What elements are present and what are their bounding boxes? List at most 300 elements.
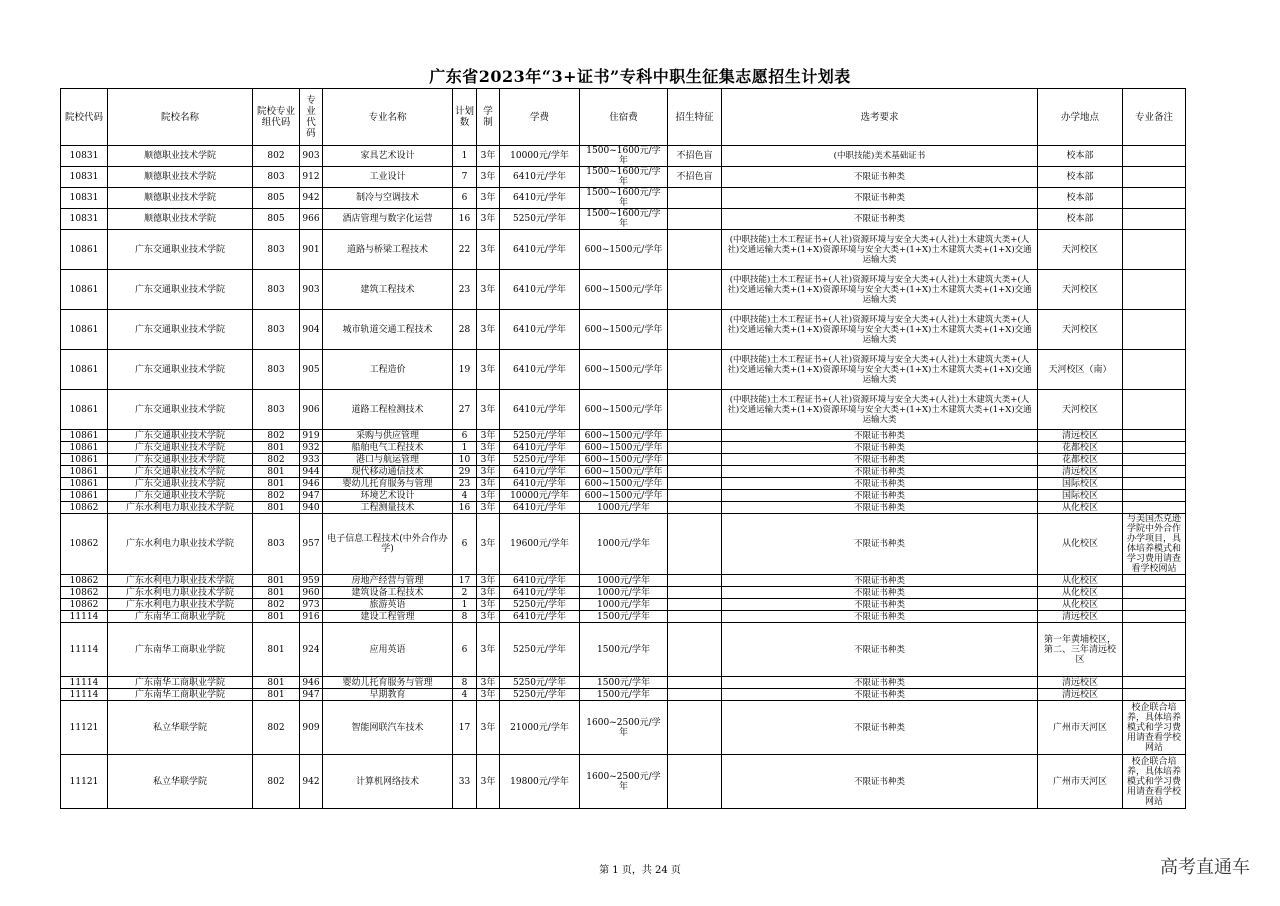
cell-major-name: 城市轨道交通工程技术: [323, 310, 453, 350]
cell-school-code: 10862: [61, 575, 108, 587]
cell-school-name: 广东水利电力职业技术学院: [108, 587, 253, 599]
cell-plan-count: 4: [453, 490, 477, 502]
cell-major-code: 960: [300, 587, 323, 599]
cell-accommodation-fee: 600~1500元/学年: [580, 430, 668, 442]
cell-group-code: 802: [253, 430, 300, 442]
column-header-major-code: 专业代码: [300, 89, 323, 146]
cell-tuition: 6410元/学年: [500, 502, 580, 514]
cell-major-name: 婴幼儿托育服务与管理: [323, 677, 453, 689]
table-row: [61, 575, 1186, 587]
cell-major-note: [1123, 270, 1186, 310]
cell-plan-count: 6: [453, 623, 477, 677]
cell-school-code: 10831: [61, 167, 108, 188]
cell-exam-requirement: (中职技能)土木工程证书+(人社)资源环境与安全大类+(人社)土木建筑大类+(人社)交通运输大类+(1+X)资源环境与安全大类+(1+X)土木建筑大类+(1+X)交通运输大类: [722, 270, 1038, 310]
cell-school-name: 广东交通职业技术学院: [108, 478, 253, 490]
table-row: [61, 167, 1186, 188]
cell-campus: 清远校区: [1038, 466, 1123, 478]
cell-group-code: 803: [253, 310, 300, 350]
cell-school-code: 10831: [61, 209, 108, 230]
cell-group-code: 801: [253, 623, 300, 677]
cell-major-code: 942: [300, 755, 323, 809]
cell-enrollment-feature: [668, 623, 722, 677]
cell-tuition: 5250元/学年: [500, 454, 580, 466]
cell-accommodation-fee: 1000元/学年: [580, 587, 668, 599]
cell-exam-requirement: 不限证书种类: [722, 755, 1038, 809]
cell-group-code: 803: [253, 390, 300, 430]
cell-tuition: 6410元/学年: [500, 230, 580, 270]
cell-school-code: 10861: [61, 230, 108, 270]
column-header-duration: 学制: [477, 89, 500, 146]
cell-campus: 第一年黄埔校区，第二、三年清远校区: [1038, 623, 1123, 677]
cell-tuition: 19800元/学年: [500, 755, 580, 809]
cell-school-code: 10861: [61, 350, 108, 390]
cell-duration: 3年: [477, 442, 500, 454]
table-row: [61, 755, 1186, 809]
cell-tuition: 6410元/学年: [500, 611, 580, 623]
cell-exam-requirement: 不限证书种类: [722, 677, 1038, 689]
cell-enrollment-feature: 不招色盲: [668, 146, 722, 167]
cell-enrollment-feature: [668, 677, 722, 689]
column-header-campus: 办学地点: [1038, 89, 1123, 146]
cell-major-note: 校企联合培养，具体培养模式和学习费用请查看学校网站: [1123, 701, 1186, 755]
cell-school-name: 顺德职业技术学院: [108, 167, 253, 188]
cell-campus: 广州市天河区: [1038, 755, 1123, 809]
cell-school-code: 10861: [61, 430, 108, 442]
cell-tuition: 5250元/学年: [500, 623, 580, 677]
cell-major-note: [1123, 188, 1186, 209]
cell-enrollment-feature: [668, 188, 722, 209]
cell-school-code: 10862: [61, 502, 108, 514]
cell-exam-requirement: 不限证书种类: [722, 167, 1038, 188]
column-header-exam-requirement: 选考要求: [722, 89, 1038, 146]
cell-major-name: 环境艺术设计: [323, 490, 453, 502]
cell-major-name: 工程造价: [323, 350, 453, 390]
cell-accommodation-fee: 1500~1600元/学年: [580, 146, 668, 167]
cell-enrollment-feature: [668, 390, 722, 430]
cell-tuition: 6410元/学年: [500, 587, 580, 599]
cell-major-name: 道路与桥梁工程技术: [323, 230, 453, 270]
cell-duration: 3年: [477, 677, 500, 689]
cell-major-name: 建设工程管理: [323, 611, 453, 623]
cell-school-code: 11121: [61, 701, 108, 755]
cell-tuition: 5250元/学年: [500, 599, 580, 611]
admission-plan-table: [60, 88, 1186, 809]
table-row: [61, 599, 1186, 611]
table-row: [61, 587, 1186, 599]
cell-major-code: 947: [300, 490, 323, 502]
table-row: [61, 490, 1186, 502]
cell-tuition: 6410元/学年: [500, 466, 580, 478]
cell-exam-requirement: (中职技能)土木工程证书+(人社)资源环境与安全大类+(人社)土木建筑大类+(人社)交通运输大类+(1+X)资源环境与安全大类+(1+X)土木建筑大类+(1+X)交通运输大类: [722, 350, 1038, 390]
cell-school-code: 10861: [61, 478, 108, 490]
cell-major-note: [1123, 390, 1186, 430]
cell-plan-count: 1: [453, 146, 477, 167]
cell-school-name: 私立华联学院: [108, 755, 253, 809]
cell-school-name: 广东交通职业技术学院: [108, 442, 253, 454]
cell-school-code: 10861: [61, 454, 108, 466]
cell-major-code: 903: [300, 146, 323, 167]
cell-duration: 3年: [477, 209, 500, 230]
cell-major-note: [1123, 209, 1186, 230]
cell-enrollment-feature: [668, 442, 722, 454]
cell-major-name: 制冷与空调技术: [323, 188, 453, 209]
cell-group-code: 801: [253, 466, 300, 478]
cell-major-note: [1123, 430, 1186, 442]
cell-campus: 清远校区: [1038, 677, 1123, 689]
cell-major-note: [1123, 575, 1186, 587]
cell-exam-requirement: 不限证书种类: [722, 587, 1038, 599]
cell-school-code: 10831: [61, 146, 108, 167]
cell-major-code: 905: [300, 350, 323, 390]
cell-plan-count: 4: [453, 689, 477, 701]
cell-exam-requirement: 不限证书种类: [722, 478, 1038, 490]
cell-major-code: 916: [300, 611, 323, 623]
cell-campus: 清远校区: [1038, 611, 1123, 623]
cell-major-name: 旅游英语: [323, 599, 453, 611]
cell-major-name: 建筑设备工程技术: [323, 587, 453, 599]
cell-major-note: [1123, 502, 1186, 514]
cell-accommodation-fee: 1500元/学年: [580, 677, 668, 689]
cell-major-note: [1123, 442, 1186, 454]
cell-exam-requirement: 不限证书种类: [722, 611, 1038, 623]
cell-plan-count: 8: [453, 677, 477, 689]
cell-school-name: 广东交通职业技术学院: [108, 454, 253, 466]
cell-accommodation-fee: 1000元/学年: [580, 514, 668, 575]
table-row: [61, 146, 1186, 167]
cell-tuition: 10000元/学年: [500, 146, 580, 167]
cell-school-name: 广东交通职业技术学院: [108, 230, 253, 270]
table-body: [61, 146, 1186, 809]
cell-accommodation-fee: 1500~1600元/学年: [580, 188, 668, 209]
cell-school-code: 11114: [61, 623, 108, 677]
cell-campus: 从化校区: [1038, 575, 1123, 587]
cell-plan-count: 16: [453, 209, 477, 230]
cell-group-code: 801: [253, 575, 300, 587]
watermark-text: 高考直通车: [1160, 857, 1250, 878]
cell-duration: 3年: [477, 755, 500, 809]
cell-exam-requirement: 不限证书种类: [722, 502, 1038, 514]
cell-campus: 校本部: [1038, 188, 1123, 209]
cell-tuition: 6410元/学年: [500, 478, 580, 490]
column-header-accommodation-fee: 住宿费: [580, 89, 668, 146]
cell-school-name: 顺德职业技术学院: [108, 209, 253, 230]
cell-major-note: [1123, 611, 1186, 623]
cell-school-code: 11114: [61, 611, 108, 623]
cell-major-name: 道路工程检测技术: [323, 390, 453, 430]
cell-school-code: 10861: [61, 490, 108, 502]
cell-campus: 清远校区: [1038, 689, 1123, 701]
cell-tuition: 6410元/学年: [500, 442, 580, 454]
cell-major-code: 903: [300, 270, 323, 310]
cell-exam-requirement: 不限证书种类: [722, 514, 1038, 575]
table-row: [61, 430, 1186, 442]
cell-plan-count: 6: [453, 514, 477, 575]
cell-duration: 3年: [477, 310, 500, 350]
cell-campus: 天河校区: [1038, 310, 1123, 350]
cell-campus: 国际校区: [1038, 478, 1123, 490]
cell-plan-count: 23: [453, 478, 477, 490]
cell-major-note: [1123, 689, 1186, 701]
cell-accommodation-fee: 1600~2500元/学年: [580, 701, 668, 755]
cell-tuition: 6410元/学年: [500, 167, 580, 188]
cell-major-note: 与美国杰克逊学院中外合作办学项目，具体培养模式和学习费用请查看学校网站: [1123, 514, 1186, 575]
cell-group-code: 802: [253, 454, 300, 466]
table-row: [61, 230, 1186, 270]
cell-duration: 3年: [477, 270, 500, 310]
cell-accommodation-fee: 600~1500元/学年: [580, 478, 668, 490]
cell-enrollment-feature: [668, 575, 722, 587]
cell-enrollment-feature: [668, 478, 722, 490]
cell-plan-count: 23: [453, 270, 477, 310]
cell-plan-count: 7: [453, 167, 477, 188]
table-row: [61, 270, 1186, 310]
column-header-school-name: 院校名称: [108, 89, 253, 146]
cell-duration: 3年: [477, 466, 500, 478]
cell-group-code: 801: [253, 502, 300, 514]
column-header-major-name: 专业名称: [323, 89, 453, 146]
cell-accommodation-fee: 1000元/学年: [580, 599, 668, 611]
cell-school-code: 10861: [61, 270, 108, 310]
cell-group-code: 805: [253, 188, 300, 209]
cell-group-code: 802: [253, 755, 300, 809]
cell-major-note: [1123, 599, 1186, 611]
cell-enrollment-feature: [668, 454, 722, 466]
column-header-school-code: 院校代码: [61, 89, 108, 146]
cell-duration: 3年: [477, 514, 500, 575]
cell-school-name: 广东南华工商职业学院: [108, 611, 253, 623]
cell-major-note: [1123, 677, 1186, 689]
table-row: [61, 611, 1186, 623]
cell-tuition: 6410元/学年: [500, 390, 580, 430]
cell-accommodation-fee: 600~1500元/学年: [580, 230, 668, 270]
cell-group-code: 802: [253, 599, 300, 611]
cell-group-code: 801: [253, 689, 300, 701]
cell-enrollment-feature: [668, 599, 722, 611]
cell-duration: 3年: [477, 146, 500, 167]
cell-school-name: 广东交通职业技术学院: [108, 490, 253, 502]
cell-duration: 3年: [477, 689, 500, 701]
cell-major-note: [1123, 587, 1186, 599]
table-row: [61, 677, 1186, 689]
column-header-group-code: 院校专业组代码: [253, 89, 300, 146]
cell-duration: 3年: [477, 502, 500, 514]
cell-major-name: 现代移动通信技术: [323, 466, 453, 478]
cell-major-name: 建筑工程技术: [323, 270, 453, 310]
cell-major-note: [1123, 466, 1186, 478]
cell-major-name: 港口与航运管理: [323, 454, 453, 466]
cell-campus: 国际校区: [1038, 490, 1123, 502]
table-row: [61, 188, 1186, 209]
cell-campus: 校本部: [1038, 209, 1123, 230]
cell-major-name: 智能网联汽车技术: [323, 701, 453, 755]
cell-plan-count: 16: [453, 502, 477, 514]
cell-major-name: 工程测量技术: [323, 502, 453, 514]
cell-plan-count: 8: [453, 611, 477, 623]
cell-enrollment-feature: [668, 514, 722, 575]
cell-campus: 天河校区: [1038, 270, 1123, 310]
cell-enrollment-feature: [668, 209, 722, 230]
cell-exam-requirement: 不限证书种类: [722, 490, 1038, 502]
cell-school-name: 广东水利电力职业技术学院: [108, 599, 253, 611]
cell-school-name: 广东水利电力职业技术学院: [108, 502, 253, 514]
cell-accommodation-fee: 1600~2500元/学年: [580, 755, 668, 809]
cell-accommodation-fee: 600~1500元/学年: [580, 490, 668, 502]
cell-school-code: 10861: [61, 442, 108, 454]
cell-major-note: [1123, 146, 1186, 167]
cell-major-name: 工业设计: [323, 167, 453, 188]
cell-plan-count: 2: [453, 587, 477, 599]
cell-tuition: 5250元/学年: [500, 430, 580, 442]
cell-school-code: 11114: [61, 689, 108, 701]
cell-plan-count: 1: [453, 599, 477, 611]
cell-group-code: 803: [253, 514, 300, 575]
table-row: [61, 701, 1186, 755]
cell-major-code: 957: [300, 514, 323, 575]
cell-campus: 花都校区: [1038, 442, 1123, 454]
cell-duration: 3年: [477, 454, 500, 466]
cell-major-code: 906: [300, 390, 323, 430]
cell-campus: 从化校区: [1038, 587, 1123, 599]
cell-major-code: 901: [300, 230, 323, 270]
table-row: [61, 454, 1186, 466]
cell-tuition: 10000元/学年: [500, 490, 580, 502]
cell-major-name: 应用英语: [323, 623, 453, 677]
cell-exam-requirement: 不限证书种类: [722, 454, 1038, 466]
cell-major-name: 房地产经营与管理: [323, 575, 453, 587]
cell-major-name: 计算机网络技术: [323, 755, 453, 809]
cell-group-code: 803: [253, 350, 300, 390]
cell-major-note: 校企联合培养，具体培养模式和学习费用请查看学校网站: [1123, 755, 1186, 809]
cell-major-note: [1123, 478, 1186, 490]
cell-exam-requirement: 不限证书种类: [722, 466, 1038, 478]
cell-exam-requirement: 不限证书种类: [722, 599, 1038, 611]
cell-accommodation-fee: 1500元/学年: [580, 611, 668, 623]
page-title: 广东省2023年“3+证书”专科中职生征集志愿招生计划表: [429, 67, 851, 86]
cell-tuition: 5250元/学年: [500, 209, 580, 230]
cell-campus: 天河校区（南）: [1038, 350, 1123, 390]
cell-school-name: 广东交通职业技术学院: [108, 430, 253, 442]
table-row: [61, 514, 1186, 575]
cell-school-code: 11114: [61, 677, 108, 689]
cell-tuition: 6410元/学年: [500, 310, 580, 350]
cell-accommodation-fee: 600~1500元/学年: [580, 350, 668, 390]
cell-major-name: 采购与供应管理: [323, 430, 453, 442]
cell-tuition: 21000元/学年: [500, 701, 580, 755]
cell-duration: 3年: [477, 478, 500, 490]
cell-accommodation-fee: 600~1500元/学年: [580, 390, 668, 430]
cell-major-code: 933: [300, 454, 323, 466]
cell-enrollment-feature: [668, 701, 722, 755]
cell-enrollment-feature: [668, 587, 722, 599]
cell-school-name: 私立华联学院: [108, 701, 253, 755]
cell-campus: 广州市天河区: [1038, 701, 1123, 755]
cell-duration: 3年: [477, 599, 500, 611]
cell-exam-requirement: (中职技能)美术基础证书: [722, 146, 1038, 167]
cell-enrollment-feature: [668, 689, 722, 701]
table-header-row: [61, 89, 1186, 146]
cell-enrollment-feature: [668, 502, 722, 514]
cell-plan-count: 22: [453, 230, 477, 270]
cell-school-code: 10861: [61, 390, 108, 430]
cell-major-code: 942: [300, 188, 323, 209]
page-number-footer: 第 1 页，共 24 页: [599, 865, 681, 876]
cell-enrollment-feature: [668, 611, 722, 623]
table-row: [61, 442, 1186, 454]
cell-accommodation-fee: 1000元/学年: [580, 575, 668, 587]
cell-major-name: 船舶电气工程技术: [323, 442, 453, 454]
cell-enrollment-feature: [668, 230, 722, 270]
cell-accommodation-fee: 1500~1600元/学年: [580, 209, 668, 230]
cell-exam-requirement: 不限证书种类: [722, 442, 1038, 454]
cell-plan-count: 17: [453, 575, 477, 587]
cell-major-code: 940: [300, 502, 323, 514]
cell-exam-requirement: (中职技能)土木工程证书+(人社)资源环境与安全大类+(人社)土木建筑大类+(人社)交通运输大类+(1+X)资源环境与安全大类+(1+X)土木建筑大类+(1+X)交通运输大类: [722, 310, 1038, 350]
cell-campus: 校本部: [1038, 167, 1123, 188]
cell-accommodation-fee: 1500~1600元/学年: [580, 167, 668, 188]
cell-tuition: 19600元/学年: [500, 514, 580, 575]
cell-exam-requirement: 不限证书种类: [722, 689, 1038, 701]
cell-tuition: 6410元/学年: [500, 188, 580, 209]
cell-plan-count: 28: [453, 310, 477, 350]
cell-campus: 从化校区: [1038, 502, 1123, 514]
table-row: [61, 502, 1186, 514]
cell-major-note: [1123, 454, 1186, 466]
cell-major-code: 932: [300, 442, 323, 454]
table-row: [61, 689, 1186, 701]
table-row: [61, 310, 1186, 350]
cell-group-code: 802: [253, 490, 300, 502]
cell-school-name: 广东南华工商职业学院: [108, 689, 253, 701]
cell-exam-requirement: 不限证书种类: [722, 575, 1038, 587]
cell-school-name: 广东交通职业技术学院: [108, 350, 253, 390]
cell-group-code: 801: [253, 677, 300, 689]
cell-major-name: 酒店管理与数字化运营: [323, 209, 453, 230]
cell-plan-count: 17: [453, 701, 477, 755]
cell-major-note: [1123, 167, 1186, 188]
cell-duration: 3年: [477, 701, 500, 755]
cell-plan-count: 33: [453, 755, 477, 809]
cell-major-code: 973: [300, 599, 323, 611]
cell-enrollment-feature: [668, 466, 722, 478]
cell-major-note: [1123, 490, 1186, 502]
cell-school-name: 广东南华工商职业学院: [108, 623, 253, 677]
cell-duration: 3年: [477, 188, 500, 209]
cell-major-code: 947: [300, 689, 323, 701]
cell-major-code: 909: [300, 701, 323, 755]
cell-enrollment-feature: [668, 350, 722, 390]
cell-group-code: 802: [253, 146, 300, 167]
cell-school-name: 广东水利电力职业技术学院: [108, 514, 253, 575]
cell-campus: 从化校区: [1038, 599, 1123, 611]
cell-school-code: 11121: [61, 755, 108, 809]
cell-exam-requirement: 不限证书种类: [722, 701, 1038, 755]
column-header-enrollment-feature: 招生特征: [668, 89, 722, 146]
cell-major-code: 944: [300, 466, 323, 478]
column-header-plan-count: 计划数: [453, 89, 477, 146]
cell-school-code: 10862: [61, 599, 108, 611]
table-row: [61, 209, 1186, 230]
cell-accommodation-fee: 600~1500元/学年: [580, 270, 668, 310]
cell-campus: 校本部: [1038, 146, 1123, 167]
cell-exam-requirement: 不限证书种类: [722, 188, 1038, 209]
cell-tuition: 6410元/学年: [500, 270, 580, 310]
cell-group-code: 801: [253, 611, 300, 623]
cell-enrollment-feature: 不招色盲: [668, 167, 722, 188]
cell-tuition: 5250元/学年: [500, 677, 580, 689]
cell-group-code: 802: [253, 701, 300, 755]
cell-major-note: [1123, 350, 1186, 390]
cell-group-code: 801: [253, 442, 300, 454]
